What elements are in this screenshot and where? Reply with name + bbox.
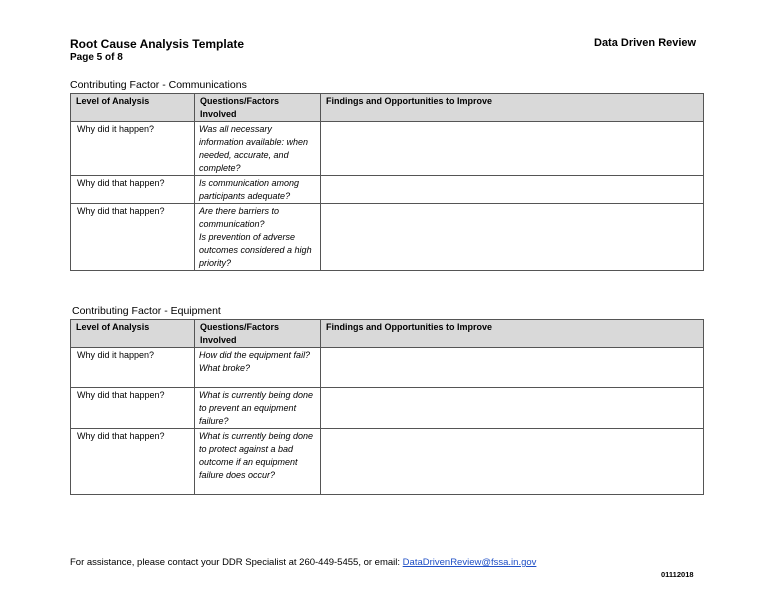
level-cell: Why did that happen? — [71, 204, 195, 271]
question-cell: Are there barriers to communication? Is prevention of adverse outcomes considered a high priority? — [195, 204, 321, 271]
question-cell: Was all necessary information available: when needed, accurate, and complete? — [195, 122, 321, 176]
level-cell: Why did that happen? — [71, 388, 195, 429]
brand-label: Data Driven Review — [594, 37, 697, 49]
findings-cell[interactable] — [321, 204, 704, 271]
email-link[interactable]: DataDrivenReview@fssa.in.gov — [402, 557, 537, 568]
table-row — [71, 388, 704, 429]
column-header-questions: Questions/Factors Involved — [195, 320, 321, 348]
findings-cell[interactable] — [321, 122, 704, 176]
findings-cell[interactable] — [321, 429, 704, 495]
findings-cell[interactable] — [321, 388, 704, 429]
footer-text: For assistance, please contact your DDR Specialist at 260-449-5455, or email: — [70, 557, 403, 568]
communications-table — [70, 93, 704, 271]
table-row — [71, 122, 704, 176]
question-cell: What is currently being done to protect against a bad outcome if an equipment failure does occur? — [195, 429, 321, 495]
level-cell: Why did it happen? — [71, 348, 195, 388]
level-cell: Why did it happen? — [71, 122, 195, 176]
level-cell: Why did that happen? — [71, 176, 195, 204]
column-header-findings: Findings and Opportunities to Improve — [321, 94, 704, 122]
level-cell: Why did that happen? — [71, 429, 195, 495]
document-title: Root Cause Analysis Template — [70, 37, 245, 51]
footer — [70, 557, 536, 568]
table-row — [71, 348, 704, 388]
equipment-table — [70, 319, 704, 495]
table-row — [71, 429, 704, 495]
document-code: 01112018 — [661, 570, 694, 579]
question-cell: How did the equipment fail? What broke? — [195, 348, 321, 388]
page-number: Page 5 of 8 — [70, 52, 123, 63]
column-header-level: Level of Analysis — [71, 320, 195, 348]
column-header-findings: Findings and Opportunities to Improve — [321, 320, 704, 348]
column-header-questions: Questions/Factors Involved — [195, 94, 321, 122]
section-title-communications: Contributing Factor - Communications — [70, 79, 247, 91]
findings-cell[interactable] — [321, 176, 704, 204]
column-header-level: Level of Analysis — [71, 94, 195, 122]
question-cell: Is communication among participants adequate? — [195, 176, 321, 204]
table-row — [71, 176, 704, 204]
table-row — [71, 204, 704, 271]
findings-cell[interactable] — [321, 348, 704, 388]
question-cell: What is currently being done to prevent an equipment failure? — [195, 388, 321, 429]
section-title-equipment: Contributing Factor - Equipment — [72, 305, 221, 317]
